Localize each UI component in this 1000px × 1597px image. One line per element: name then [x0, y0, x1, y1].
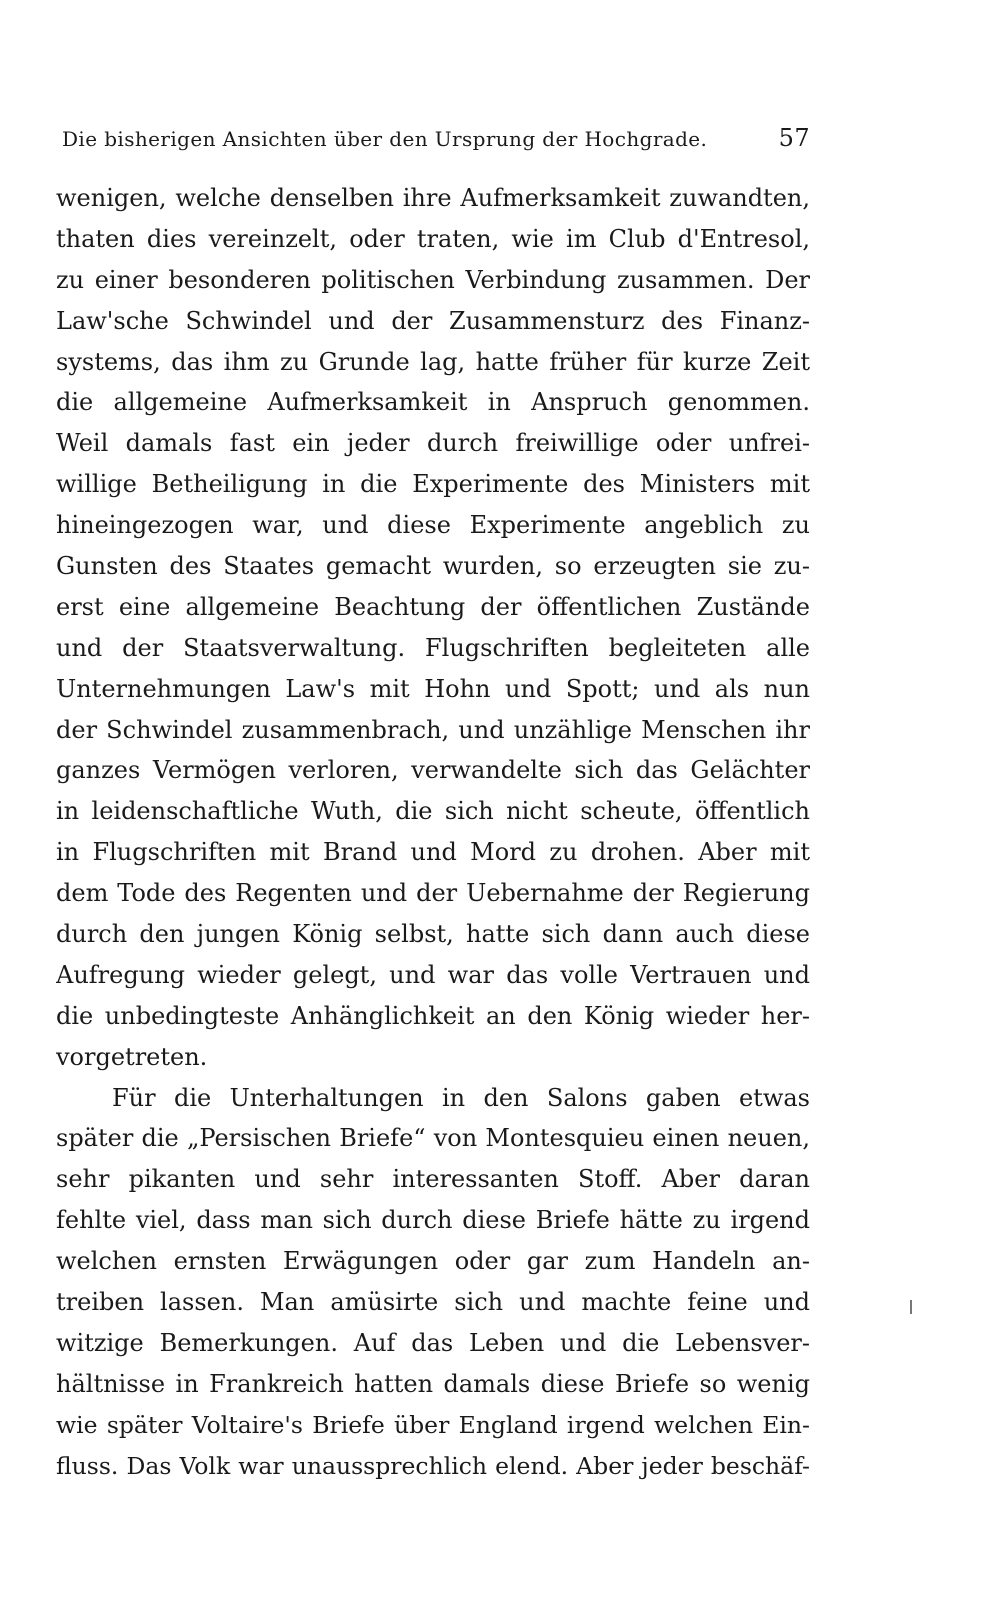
- body-text: [56, 178, 810, 1487]
- text-line: sehr pikanten und sehr interessanten Stoff. Aber daran: [56, 1165, 810, 1194]
- margin-mark: [910, 1300, 912, 1314]
- text-line: in Flugschriften mit Brand und Mord zu drohen. Aber mit: [56, 838, 810, 867]
- text-line: hältnisse in Frankreich hatten damals diese Briefe so wenig: [56, 1369, 810, 1398]
- text-line: Weil damals fast ein jeder durch freiwillige oder unfrei-: [56, 429, 810, 458]
- text-line: ganzes Vermögen verloren, verwandelte sich das Gelächter: [56, 756, 810, 785]
- running-head: [62, 124, 810, 156]
- text-line: die unbedingteste Anhänglichkeit an den König wieder her-: [56, 1001, 810, 1030]
- text-line: wenigen, welche denselben ihre Aufmerksamkeit zuwandten,: [56, 184, 810, 212]
- text-line: welchen ernsten Erwägungen oder gar zum Handeln an-: [56, 1247, 810, 1276]
- text-line: Unternehmungen Law's mit Hohn und Spott; und als nun: [56, 674, 810, 703]
- text-line: zu einer besonderen politischen Verbindung zusammen. Der: [56, 265, 810, 294]
- text-line: in leidenschaftliche Wuth, die sich nicht scheute, öffentlich: [56, 797, 810, 826]
- text-line: die allgemeine Aufmerksamkeit in Anspruch genommen.: [56, 388, 810, 417]
- text-line: treiben lassen. Man amüsirte sich und machte feine und: [56, 1288, 810, 1317]
- text-line: witzige Bemerkungen. Auf das Leben und die Lebensver-: [56, 1328, 810, 1357]
- text-line: erst eine allgemeine Beachtung der öffentlichen Zustände: [56, 592, 810, 621]
- page-number: 57: [778, 124, 810, 152]
- text-line: fluss. Das Volk war unaussprechlich elend. Aber jeder beschäf-: [56, 1451, 810, 1480]
- text-line: hineingezogen war, und diese Experimente angeblich zu: [56, 511, 810, 540]
- running-title: Die bisherigen Ansichten über den Ursprung der Hochgrade.: [62, 127, 708, 151]
- text-line: Gunsten des Staates gemacht wurden, so erzeugten sie zu-: [56, 552, 810, 581]
- text-line: durch den jungen König selbst, hatte sich dann auch diese: [56, 920, 810, 949]
- text-line: systems, das ihm zu Grunde lag, hatte früher für kurze Zeit: [56, 347, 810, 376]
- text-line: Aufregung wieder gelegt, und war das volle Vertrauen und: [56, 960, 810, 989]
- text-line: Law'sche Schwindel und der Zusammensturz des Finanz-: [56, 306, 810, 335]
- paragraph-end-line: vorgetreten.: [56, 1042, 208, 1071]
- text-line: und der Staatsverwaltung. Flugschriften begleiteten alle: [56, 633, 810, 662]
- text-line: thaten dies vereinzelt, oder traten, wie im Club d'Entresol,: [56, 224, 810, 253]
- text-line: dem Tode des Regenten und der Uebernahme der Regierung: [56, 879, 810, 908]
- paragraph-start-line: Für die Unterhaltungen in den Salons gaben etwas: [112, 1083, 810, 1112]
- text-line: später die „Persischen Briefe“ von Montesquieu einen neuen,: [56, 1124, 810, 1153]
- text-line: willige Betheiligung in die Experimente des Ministers mit: [56, 470, 810, 499]
- text-line: der Schwindel zusammenbrach, und unzählige Menschen ihr: [56, 715, 810, 744]
- text-line: wie später Voltaire's Briefe über England irgend welchen Ein-: [56, 1410, 810, 1439]
- text-line: fehlte viel, dass man sich durch diese Briefe hätte zu irgend: [56, 1206, 810, 1235]
